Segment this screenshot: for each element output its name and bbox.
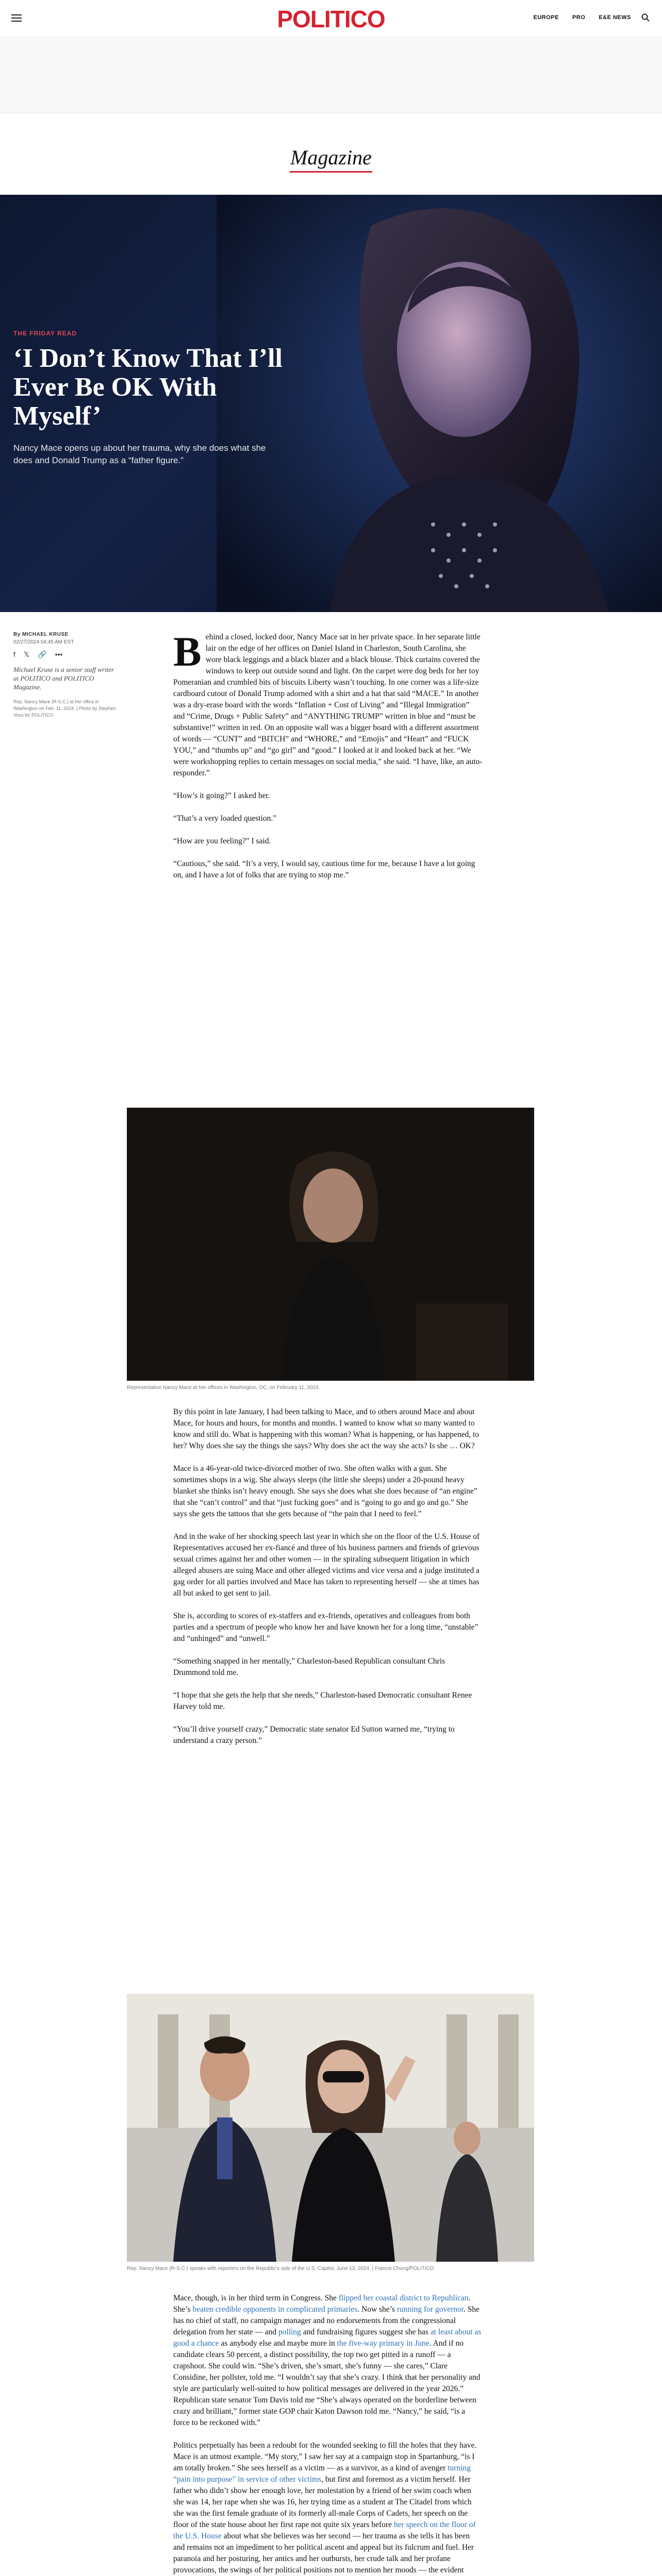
paragraph: Mace, though, is in her third term in Congress. She flipped her coastal district to Republican. She’s beaten credible opponents in complicated primaries. Now she’s running for governor. She has no chief of staff, no campaign manager and no endorsements from the congressional delegation from her state — and polling and fundraising figures suggest she has at least about as good a chance as anybody else and maybe more in the five-way primary in June. And if no candidate clears 50 percent, a distinct possibility, the top two get pitted in a runoff — a crapshoot. She could win. “She’s driven, she’s smart, she’s funny — she cares,” Clare Considine, her pollster, told me. “I wouldn’t say that she’s crazy. I think that her personality and style are particularly well-suited to how political messages are delivered in the year 2026.” Republican state senator Tom Davis told me “She’s always operated on the borderline between crazy and brilliant,” former state GOP chair Katon Dawson told me. “Nancy,” he said, “is a force to be reckoned with.” xyxy=(173,2294,482,2427)
paragraph: “Cautious,” she said. “It’s a very, I would say, cautious time for me, because I have a lot going on, and I have a lot of folks that are trying to stop me.” xyxy=(173,859,475,879)
paragraph: By this point in late January, I had been talking to Mace, and to others around Mace and about Mace, for hours and hours, for months and months. I wanted to know what so many wanted to know and still do. What is happening with this woman? What is happening, or has happened, to her? Why does she say the things she says? Why does she act the way she acts? Is she … OK? xyxy=(173,1408,479,1450)
inline-link[interactable]: her speech on the floor of the U.S. House xyxy=(173,2520,476,2540)
figure-1 xyxy=(127,1108,534,1391)
share-bar xyxy=(13,650,117,659)
paragraph: “How’s it going?” I asked her. xyxy=(173,791,270,800)
author-byline[interactable]: By MICHAEL KRUSE xyxy=(13,632,69,637)
figure-caption: Rep. Nancy Mace (R-S.C.) speaks with reporters on the Republic’s side of the U.S. Capitol, June 13, 2024. | Francis Chung/POLITICO xyxy=(127,2266,434,2272)
nav-link-pro[interactable]: PRO xyxy=(572,14,586,21)
inline-link[interactable]: turning “pain into purpose” in service of other victims xyxy=(173,2464,471,2484)
photo-credit: Rep. Nancy Mace (R-S.C.) at her office in Washington on Feb. 11, 2024. | Photo by Stephen Voss for POLITICO xyxy=(13,699,116,718)
figure-caption: Representative Nancy Mace at her offices in Washington, DC, on February 11, 2024. xyxy=(127,1385,320,1391)
paragraph: Behind a closed, locked door, Nancy Mace sat in her private space. In her separate little lair on the edge of her offices on Daniel Island in Charleston, South Carolina, she wore black leggings and a black blazer and a black blouse. Thick curtains covered the windows to keep out outside sound and light. On the carpet were dog beds for her toy Pomeranian and crumbled bits of biscuits Liberty wasn’t touching. In one corner was a life-size cardboard cutout of Donald Trump adorned with a shirt and a hat that said “MACE.” In another was a dry-erase board with the words “Inflation + Cost of Living” and “Illegal Immigration” and “Crime, Drugs + Public Safety” and “ANYTHING TRUMP” written in blue and “must be substantive!” written in red. On an opposite wall was a bigger board with a different assortment of words — “CUNT” and “BITCH” and “WHORE,” and “Emojis” and “Heart” and “FUCK YOU,” and “thumbs up” and “go girl” and “good.” I looked at it and looked back at her. “We were workshopping replies to certain messages on social media,” she said. “I have, like, an auto-responder.” xyxy=(173,628,483,777)
x-icon[interactable]: 𝕏 xyxy=(23,650,30,658)
drop-cap: B xyxy=(173,628,202,675)
inline-link[interactable]: polling xyxy=(278,2328,301,2336)
facebook-icon[interactable]: f xyxy=(13,650,15,658)
paragraph: She is, according to scores of ex-staffers and ex-friends, operatives and colleagues from both parties and a spectrum of people who know her and have known her for a long time, “unstable” and “unhinged” and “unwell.” xyxy=(173,1612,478,1643)
paragraph: Politics perpetually has been a redoubt for the wounded seeking to fill the holes that they have. Mace is an utmost example. “My story,” I saw her say at a campaign stop in Spartanburg, “is I am totally broken.” She sees herself as a victim — as a survivor, as a kind of avenger turning “pain into purpose” in service of other victims, but first and foremost as a victim herself. Her father who didn’t show her enough love, her molestation by a friend of her swim coach when she was 14, her rape when she was 16, her trying time as a student at The Citadel from which she was the first female graduate of its formerly all-male Corps of Cadets, her speech on the floor of the state house about her first rape not quite six years before her speech on the floor of the U.S. House about what she believes was her second — her trauma as she tells it has been and remains not an impediment to her political ascent and appeal but its fulcrum and fuel. Her paranoia and her posturing, her antics and her outbursts, her crude talk and her profane provocations, the swings of her political positions not to mention her moods — the evident xyxy=(173,2441,477,2574)
paragraph: “You’ll drive yourself crazy,” Democratic state senator Ed Sutton warned me, “trying to understand a crazy person.” xyxy=(173,1725,455,1745)
ad-space xyxy=(0,36,662,113)
paragraph: And in the wake of her shocking speech last year in which she on the floor of the U.S. House of Representatives accused her ex-fiancé and three of his business partners and friends of grievous sexual crimes against her and other women — in the spiraling subsequent litigation in which alleged abusers are suing Mace and other alleged victims and vice versa and a judge instituted a gag order for all parties involved and Mace has taken to representing herself — she at times has all but asked to get sent to jail. xyxy=(173,1532,480,1598)
dek: Nancy Mace opens up about her trauma, why she does what she does and Donald Trump as a “father figure.” xyxy=(13,443,266,465)
nav-link-europe[interactable]: EUROPE xyxy=(533,14,559,21)
site-logo[interactable]: POLITICO xyxy=(277,6,385,32)
paragraph: “I hope that she gets the help that she needs,” Charleston-based Democratic consultant Renee Harvey told me. xyxy=(173,1691,472,1711)
paragraph: “Something snapped in her mentally,” Charleston-based Republican consultant Chris Drummond told me. xyxy=(173,1657,445,1677)
article-body-part-1 xyxy=(173,628,483,892)
article-body-part-2 xyxy=(173,1406,483,1758)
magazine-title[interactable]: Magazine xyxy=(290,146,372,169)
hero xyxy=(0,195,662,612)
author-bio: Michael Kruse is a senior staff writer at POLITICO and POLITICO Magazine. xyxy=(13,666,114,691)
nancy-mace-office-photo xyxy=(127,1108,534,1381)
inline-link[interactable]: beaten credible opponents in complicated primaries xyxy=(192,2305,358,2314)
article-body-part-3 xyxy=(173,2293,483,2576)
byline-block xyxy=(13,632,117,719)
search-icon[interactable] xyxy=(641,13,650,22)
paragraph: Mace is a 46-year-old twice-divorced mother of two. She often walks with a gun. She sometimes shops in a wig. She always sleeps (the little she sleeps) under a 20-pound heavy blanket she thinks isn’t heavy enough. She says she does what she does because of “an engine” that she “can’t control” and that “just fucking goes” and is “going to go and go and go.” She says she gets the tattoos that she gets because of “the pain that I need to feel.” xyxy=(173,1464,477,1518)
capitol-reporters-photo xyxy=(127,1994,534,2262)
link-icon[interactable]: 🔗 xyxy=(38,650,47,658)
figure-2 xyxy=(127,1994,534,2272)
nav-links xyxy=(534,14,632,21)
paragraph: “That’s a very loaded question.” xyxy=(173,814,277,823)
more-icon[interactable]: ••• xyxy=(55,650,63,658)
publish-date: 02/27/2024 04:45 AM EST xyxy=(13,639,74,645)
inline-link[interactable]: flipped her coastal district to Republican xyxy=(338,2294,469,2302)
inline-link[interactable]: running for governor xyxy=(396,2305,464,2314)
section-header xyxy=(0,113,662,195)
top-nav xyxy=(0,0,662,36)
nav-link-ee-news[interactable]: E&E NEWS xyxy=(599,14,631,21)
headline: ‘I Don’t Know That I’ll Ever Be OK With Myself’ xyxy=(13,344,283,431)
inline-link[interactable]: at least about as good a chance xyxy=(173,2328,482,2348)
inline-link[interactable]: the five-way primary in June xyxy=(337,2339,429,2348)
hero-kicker[interactable]: THE FRIDAY READ xyxy=(13,330,77,337)
section-rule xyxy=(290,171,372,173)
paragraph: “How are you feeling?” I said. xyxy=(173,837,271,845)
